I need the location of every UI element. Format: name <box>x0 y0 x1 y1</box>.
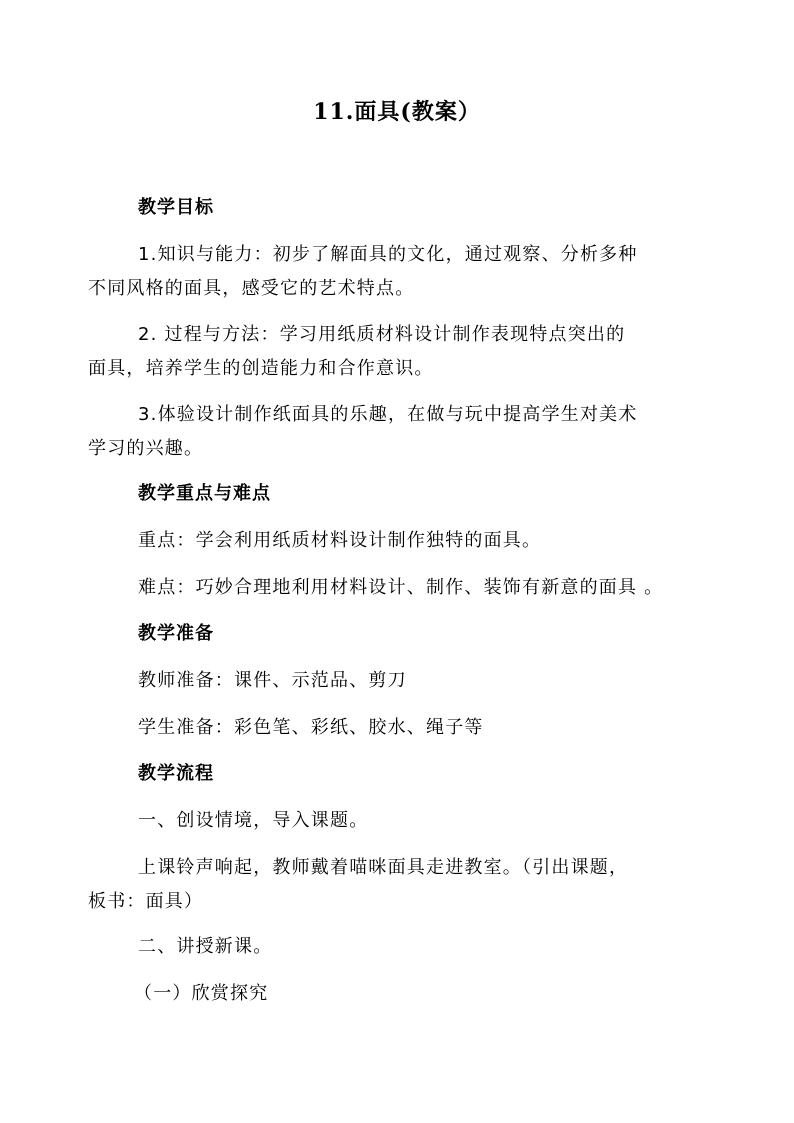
document-title: 11.面具(教案） <box>313 99 481 125</box>
difficult-point-text: 难点：巧妙合理地利用材料设计、制作、装饰有新意的面具 。 <box>138 577 664 598</box>
objective-1-line-2: 不同风格的面具，感受它的艺术特点。 <box>88 278 415 299</box>
step-2-title: 二、讲授新课。 <box>138 936 273 957</box>
step-2-sub-1: （一）欣赏探究 <box>134 983 269 1004</box>
preparation-heading: 教学准备 <box>138 623 214 644</box>
step-1-text-line-2: 板书：面具） <box>88 891 204 912</box>
process-heading: 教学流程 <box>138 763 214 784</box>
objective-1-line-1: 1.知识与能力：初步了解面具的文化，通过观察、分析多种 <box>138 244 638 265</box>
key-points-heading: 教学重点与难点 <box>138 483 271 504</box>
objective-3-line-2: 学习的兴趣。 <box>88 438 204 459</box>
objective-2-line-1: 2. 过程与方法：学习用纸质材料设计制作表现特点突出的 <box>138 324 626 345</box>
teacher-preparation-text: 教师准备：课件、示范品、剪刀 <box>138 670 407 691</box>
key-point-text: 重点：学会利用纸质材料设计制作独特的面具。 <box>138 530 542 551</box>
student-preparation-text: 学生准备：彩色笔、彩纸、胶水、绳子等 <box>138 717 484 738</box>
objectives-heading: 教学目标 <box>138 197 214 218</box>
objective-2-line-2: 面具，培养学生的创造能力和合作意识。 <box>88 358 434 379</box>
step-1-title: 一、创设情境，导入课题。 <box>138 810 369 831</box>
step-1-text-line-1: 上课铃声响起，教师戴着喵咪面具走进教室。（引出课题， <box>138 857 629 878</box>
objective-3-line-1: 3.体验设计制作纸面具的乐趣，在做与玩中提高学生对美术 <box>138 404 638 425</box>
